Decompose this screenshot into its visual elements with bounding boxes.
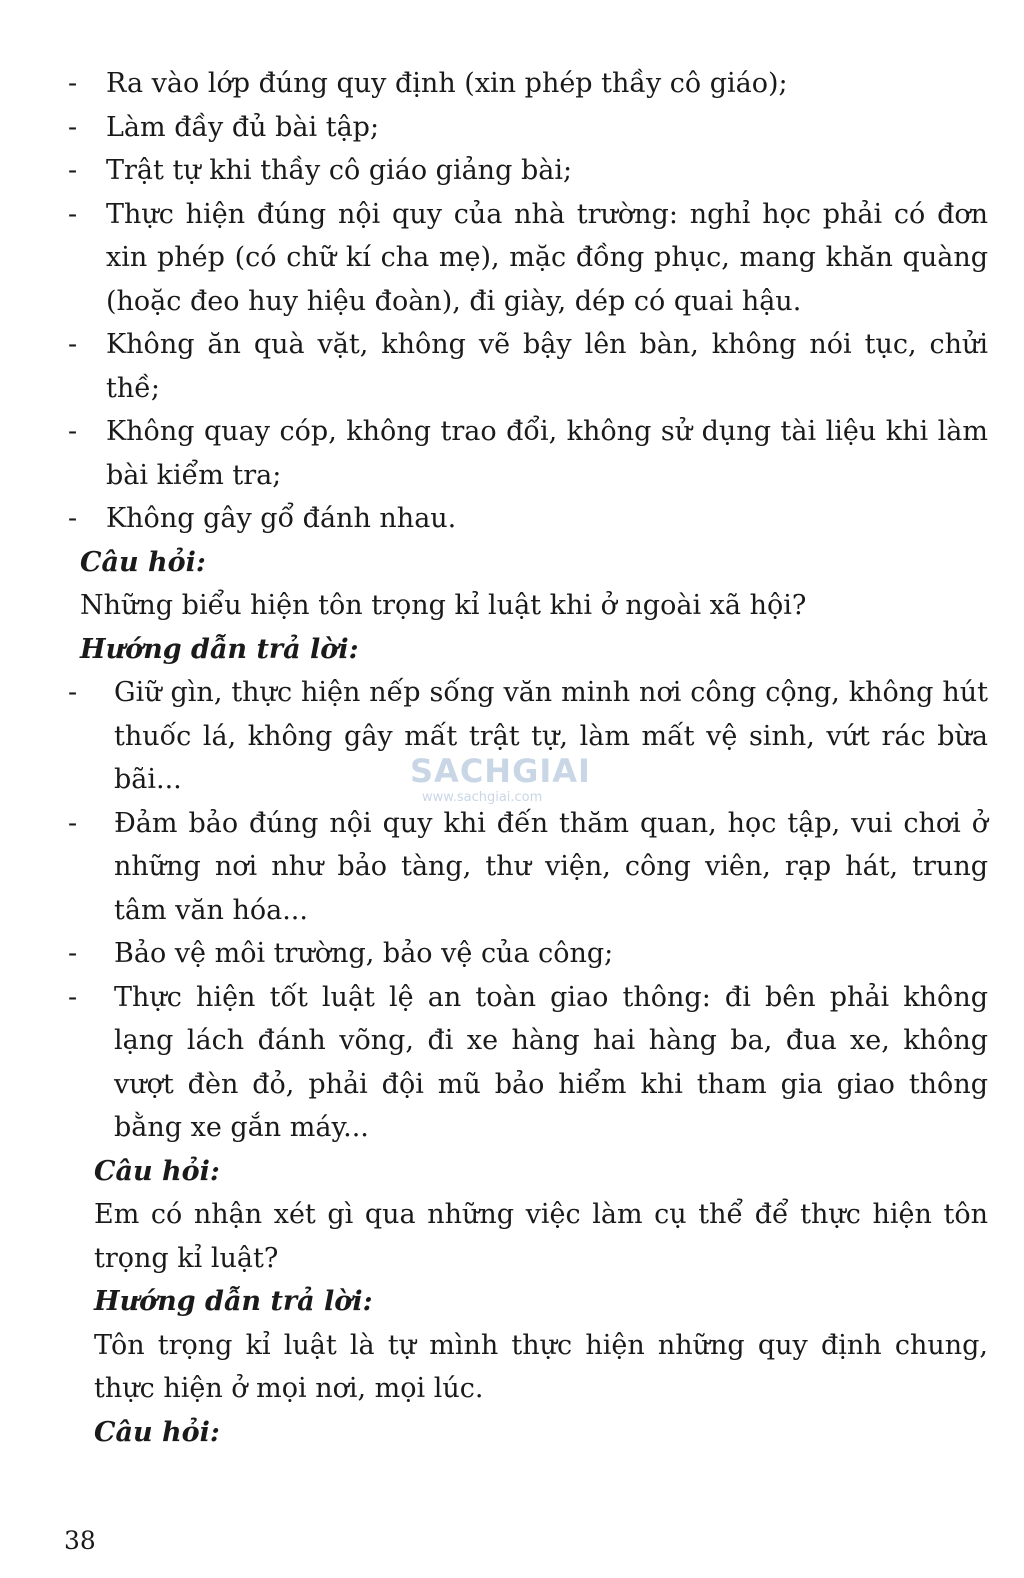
page-number: 38 — [64, 1526, 96, 1555]
dash-marker: - — [68, 981, 78, 1013]
dash-marker: - — [68, 416, 78, 447]
rules-list — [68, 62, 988, 541]
question-heading: Câu hỏi: — [80, 546, 206, 578]
dash-marker: - — [68, 807, 78, 839]
list-item: - Không quay cóp, không trao đổi, không sử dụng tài liệu khi làm bài kiểm tra; — [68, 410, 988, 497]
question-text: Em có nhận xét gì qua những việc làm cụ thể để thực hiện tôn trọng kỉ luật? — [94, 1199, 988, 1274]
question-text: Những biểu hiện tôn trọng kỉ luật khi ở ngoài xã hội? — [80, 590, 807, 621]
final-section — [68, 1150, 988, 1455]
list-item: - Trật tự khi thầy cô giáo giảng bài; — [68, 149, 988, 193]
dash-marker: - — [68, 329, 78, 360]
dash-marker: - — [68, 938, 78, 969]
list-item: - Không gây gổ đánh nhau. — [68, 497, 988, 541]
watermark-logo — [410, 752, 620, 832]
dash-marker: - — [68, 198, 78, 230]
dash-marker: - — [68, 503, 78, 534]
list-item: - Thực hiện tốt luật lệ an toàn giao thông: đi bên phải không lạng lách đánh võng, đi xe hàng hai hàng ba, đua xe, không vượt đèn đỏ, phải đội mũ bảo hiểm khi tham gia giao thông bằng xe gắn máy... — [68, 976, 988, 1150]
answer-heading: Hướng dẫn trả lời: — [94, 1286, 373, 1317]
answer-text: Tôn trọng kỉ luật là tự mình thực hiện những quy định chung, thực hiện ở mọi nơi, mọi lúc. — [94, 1329, 988, 1404]
dash-marker: - — [68, 68, 78, 99]
list-item: - Làm đầy đủ bài tập; — [68, 106, 988, 150]
list-item: - Không ăn quà vặt, không vẽ bậy lên bàn, không nói tục, chửi thề; — [68, 323, 988, 410]
dash-marker: - — [68, 677, 78, 708]
dash-marker: - — [68, 111, 78, 143]
question-heading: Câu hỏi: — [94, 1416, 220, 1448]
watermark-brand: SACHGIAI — [410, 752, 591, 790]
list-item: - Đảm bảo đúng nội quy khi đến thăm quan, học tập, vui chơi ở những nơi như bảo tàng, thư viện, công viên, rạp hát, trung tâm văn hóa... — [68, 802, 988, 933]
list-item: - Ra vào lớp đúng quy định (xin phép thầy cô giáo); — [68, 62, 988, 106]
list-item: - Giữ gìn, thực hiện nếp sống văn minh nơi công cộng, không hút thuốc lá, không gây mất trật tự, làm mất vệ sinh, vứt rác bừa bãi... — [68, 671, 988, 802]
dash-marker: - — [68, 155, 78, 186]
answer-heading: Hướng dẫn trả lời: — [80, 633, 359, 665]
list-item: - Bảo vệ môi trường, bảo vệ của công; — [68, 932, 988, 976]
list-item: - Thực hiện đúng nội quy của nhà trường: nghỉ học phải có đơn xin phép (có chữ kí cha mẹ), mặc đồng phục, mang khăn quàng (hoặc đeo huy hiệu đoàn), đi giày, dép có quai hậu. — [68, 193, 988, 324]
watermark-url: www.sachgiai.com — [422, 790, 543, 805]
question-heading: Câu hỏi: — [94, 1155, 220, 1187]
answer-list — [68, 671, 988, 1150]
